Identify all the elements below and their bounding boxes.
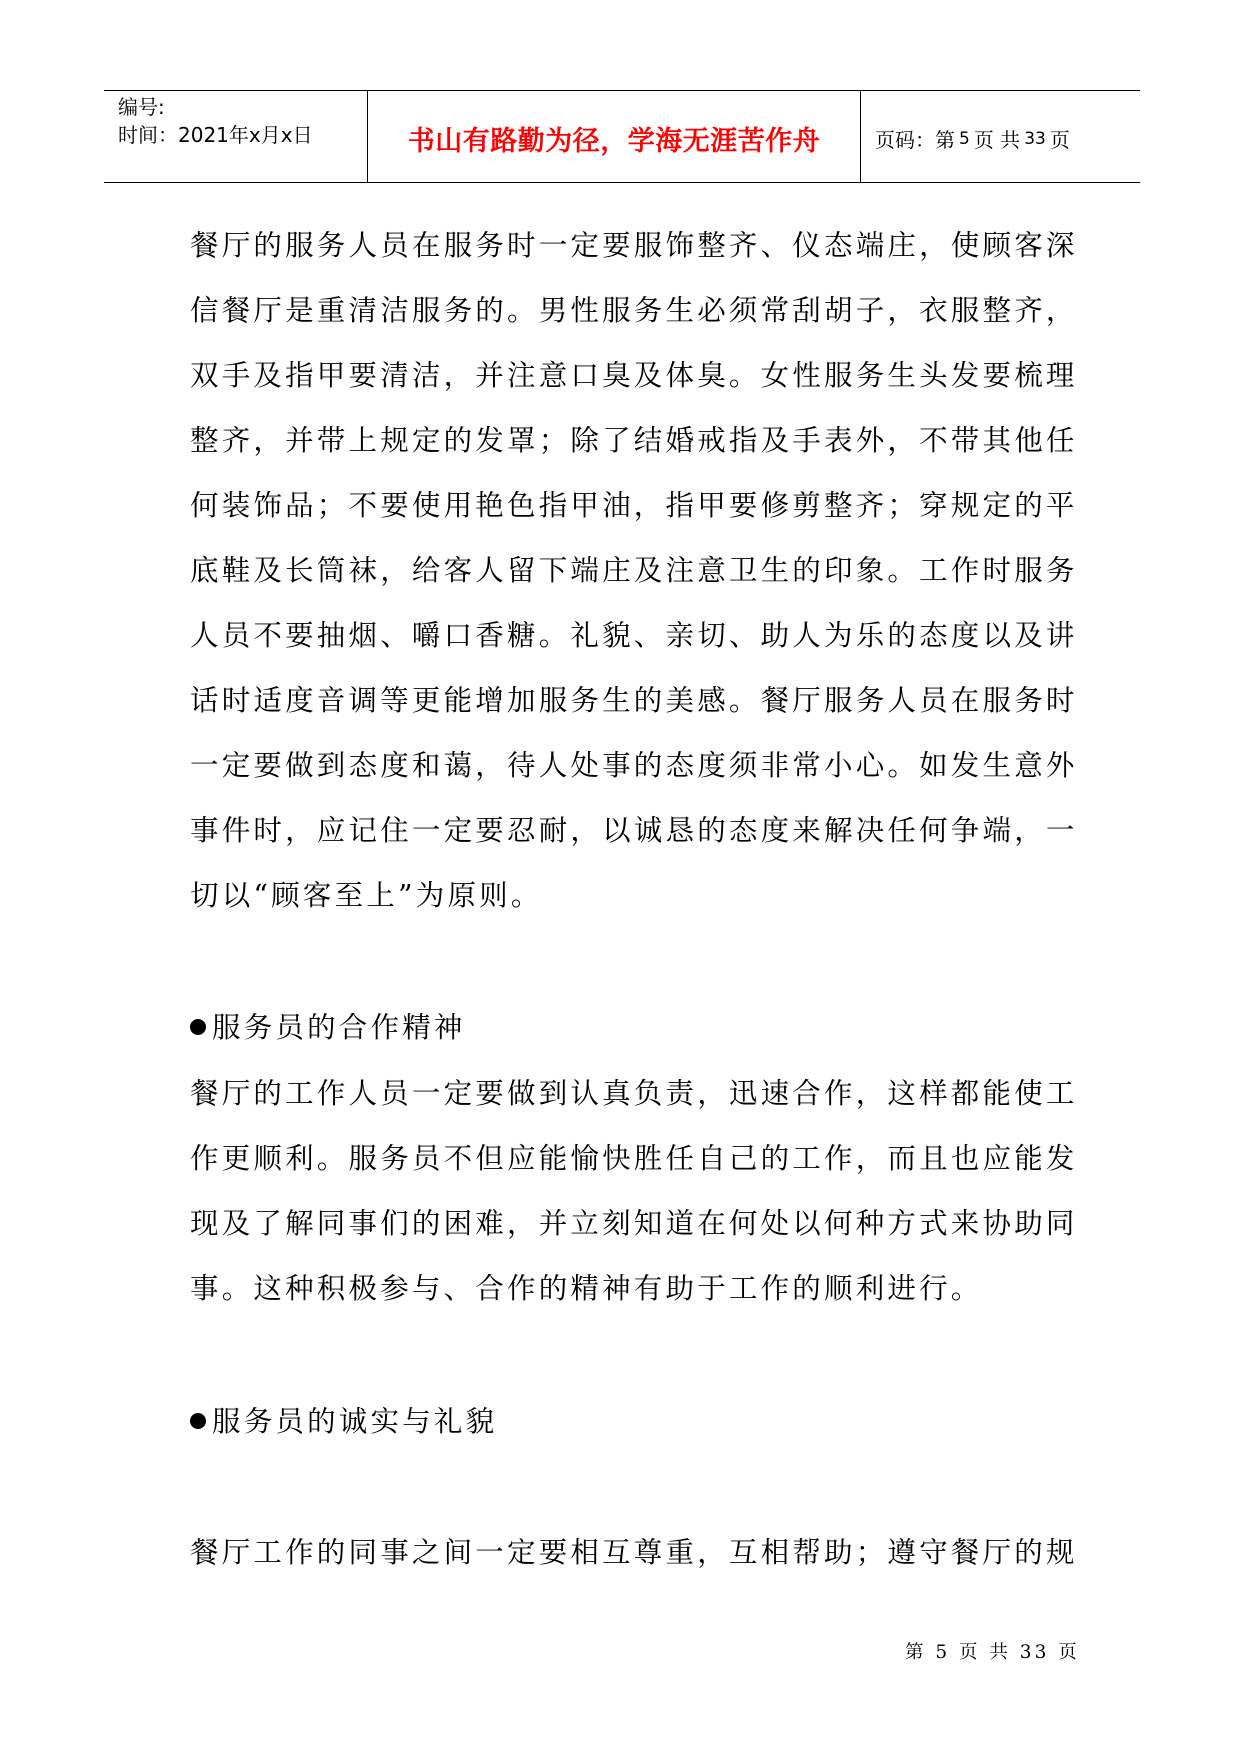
paragraph-line: 切以“顾客至上”为原则。 [190, 879, 543, 912]
paragraph-line: 餐厅工作的同事之间一定要相互尊重，互相帮助；遵守餐厅的规 [190, 1536, 1078, 1569]
page-prefix: 页码：第 [875, 128, 955, 152]
paragraph-line: 底鞋及长筒袜，给客人留下端庄及注意卫生的印象。工作时服务 [190, 554, 1078, 587]
page-current: 5 [959, 128, 970, 149]
document-header [104, 90, 1140, 183]
paragraph-line: 话时适度音调等更能增加服务生的美感。餐厅服务人员在服务时 [190, 684, 1078, 717]
paragraph-line: 一定要做到态度和蔼，待人处事的态度须非常小心。如发生意外 [190, 749, 1078, 782]
bullet-icon [190, 1019, 206, 1035]
paragraph-line: 餐厅的工作人员一定要做到认真负责，迅速合作，这样都能使工 [190, 1077, 1078, 1110]
bullet-icon [190, 1413, 206, 1429]
paragraph-line: 事件时，应记住一定要忍耐，以诚恳的态度来解决任何争端，一 [190, 814, 1078, 847]
section-heading-cooperation [190, 1008, 466, 1048]
header-meta [104, 91, 368, 182]
paragraph-line: 餐厅的服务人员在服务时一定要服饰整齐、仪态端庄，使顾客深 [190, 229, 1078, 262]
page-suffix: 页 [1049, 128, 1070, 152]
section-heading-honesty [190, 1402, 497, 1442]
page-footer: 第 5 页 共 33 页 [905, 1642, 1080, 1663]
paragraph-line: 何装饰品；不要使用艳色指甲油，指甲要修剪整齐；穿规定的平 [190, 489, 1078, 522]
number-label: 编号: [118, 95, 165, 119]
paragraph-line: 人员不要抽烟、嚼口香糖。礼貌、亲切、助人为乐的态度以及讲 [190, 619, 1078, 652]
page-total: 33 [1024, 128, 1046, 149]
paragraph-line: 作更顺利。服务员不但应能愉快胜任自己的工作，而且也应能发 [190, 1142, 1078, 1175]
paragraph-line: 事。这种积极参与、合作的精神有助于工作的顺利进行。 [190, 1272, 983, 1305]
paragraph-line: 现及了解同事们的困难，并立刻知道在何处以何种方式来协助同 [190, 1207, 1078, 1240]
paragraph-line: 双手及指甲要清洁，并注意口臭及体臭。女性服务生头发要梳理 [190, 359, 1078, 392]
heading-text: 服务员的诚实与礼貌 [212, 1405, 498, 1438]
time-label: 时间：2021年x月x日 [118, 123, 313, 147]
header-motto: 书山有路勤为径，学海无涯苦作舟 [368, 91, 861, 182]
paragraph-line: 整齐，并带上规定的发罩；除了结婚戒指及手表外，不带其他任 [190, 424, 1078, 457]
header-page-number [861, 91, 1140, 182]
heading-text: 服务员的合作精神 [212, 1011, 466, 1044]
page-mid: 页 共 [973, 128, 1021, 152]
paragraph-line: 信餐厅是重清洁服务的。男性服务生必须常刮胡子，衣服整齐， [190, 294, 1078, 327]
